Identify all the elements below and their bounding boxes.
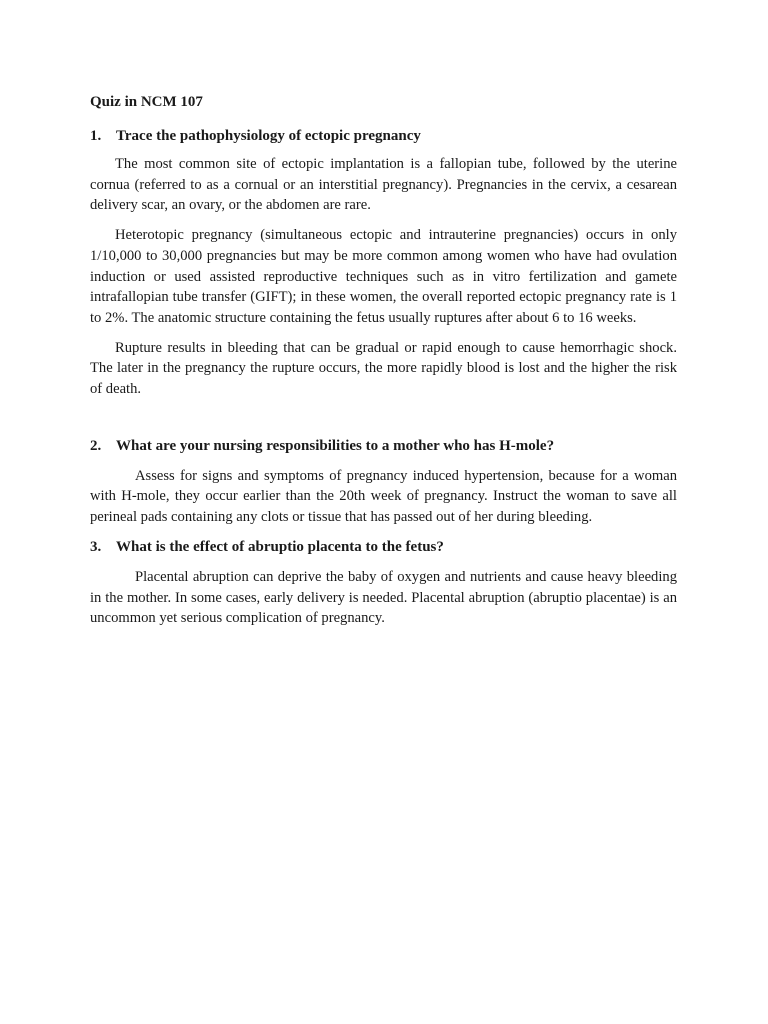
question-2 (90, 436, 677, 456)
document-page (90, 92, 677, 629)
question-number: 3. (90, 538, 102, 555)
document-title: Quiz in NCM 107 (90, 94, 203, 110)
answer-paragraph: Heterotopic pregnancy (simultaneous ectopic and intrauterine pregnancies) occurs in only 1/10,000 to 30,000 pregnancies but may be more common among women who have had ovulation induction or used assisted reproductive techniques such as in vitro fertilization and gamete intrafallopian tube transfer (GIFT); in these women, the overall reported ectopic pregnancy rate is 1 to 2%. The anatomic structure containing the fetus usually ruptures after about 6 to 16 weeks. (90, 227, 677, 326)
answer-paragraph: Rupture results in bleeding that can be gradual or rapid enough to cause hemorrhagic shock. The later in the pregnancy the rupture occurs, the more rapidly blood is lost and the higher the risk of death. (90, 339, 677, 398)
question-3 (90, 537, 677, 557)
answer-paragraph: Assess for signs and symptoms of pregnancy induced hypertension, because for a woman with H-mole, they occur earlier than the 20th week of pregnancy. Instruct the woman to save all perineal pads containing any clots or tissue that has passed out of her during bleeding. (90, 467, 677, 526)
answer-paragraph: The most common site of ectopic implantation is a fallopian tube, followed by the uterine cornua (referred to as a cornual or an interstitial pregnancy). Pregnancies in the cervix, a cesarean delivery scar, an ovary, or the abdomen are rare. (90, 156, 677, 214)
question-1 (90, 126, 677, 146)
question-number: 1. (90, 128, 102, 144)
question-text: Trace the pathophysiology of ectopic pregnancy (116, 128, 421, 144)
question-text: What are your nursing responsibilities to a mother who has H-mole? (116, 437, 555, 454)
question-number: 2. (90, 437, 102, 454)
answer-paragraph: Placental abruption can deprive the baby of oxygen and nutrients and cause heavy bleeding in the mother. In some cases, early delivery is needed. Placental abruption (abruptio placentae) is an uncommon yet serious complication of pregnancy. (90, 568, 677, 627)
question-text: What is the effect of abruptio placenta to the fetus? (116, 538, 444, 555)
